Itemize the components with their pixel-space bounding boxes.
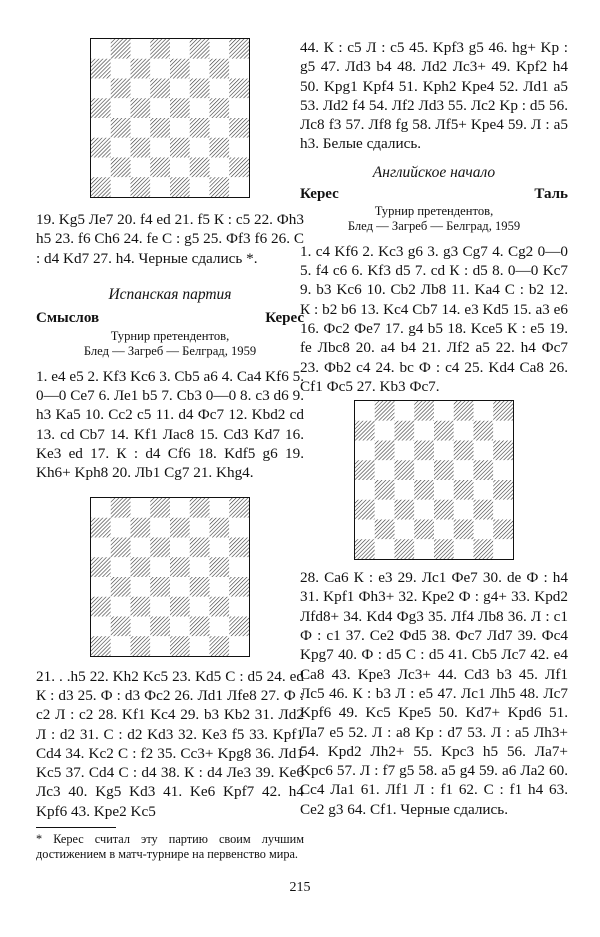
board-square (150, 596, 170, 616)
game2-event: Турнир претендентов, (110, 328, 230, 343)
board-square (111, 98, 131, 118)
board-square (131, 636, 151, 656)
board-square (111, 596, 131, 616)
board-square (131, 79, 151, 99)
board-square (414, 460, 434, 480)
board-square (375, 441, 395, 461)
board-square (210, 39, 230, 59)
board-square (414, 500, 434, 520)
board-square (150, 39, 170, 59)
board-square (229, 557, 249, 577)
board-square (91, 39, 111, 59)
board-square (454, 441, 474, 461)
board-square (210, 177, 230, 197)
board-square (355, 421, 375, 441)
left-column (36, 38, 304, 862)
board-square (210, 118, 230, 138)
footnote-divider (36, 827, 116, 828)
board-square (414, 539, 434, 559)
game2-white-player: Смыслов (36, 309, 100, 326)
board-square (111, 517, 131, 537)
board-square (375, 520, 395, 540)
board-square (150, 118, 170, 138)
board-square (454, 421, 474, 441)
board-square (229, 577, 249, 597)
board-square (395, 480, 415, 500)
board-square (131, 118, 151, 138)
board-square (91, 596, 111, 616)
board-square (375, 539, 395, 559)
board-square (375, 421, 395, 441)
board-square (190, 59, 210, 79)
board-square (434, 401, 454, 421)
board-square (229, 517, 249, 537)
board-square (190, 577, 210, 597)
board-square (229, 177, 249, 197)
board-square (91, 59, 111, 79)
board-square (190, 537, 210, 557)
game2-moves-part1: 1. e4 e5 2. Kf3 Kc6 3. Cb5 a6 4. Ca4 Kf6 5. 0—0 Ce7 6. Ле1 b5 7. Cb3 0—0 8. c3 d6 9. h3 Ka5 10. Cc2 c5 11. d4 Фc7 12. Kbd2 cd 13. cd Cb7 14. Kf1 Лас8 15. Cd3 Kd7 16. Ke3 ed 17. К : d4 Cf6 18. Kdf5 g6 19. Kh6+ Kph8 20. Лb1 Cg7 21. Khg4. (36, 367, 304, 482)
board-square (414, 480, 434, 500)
board-square (454, 460, 474, 480)
board-square (434, 441, 454, 461)
board-square (150, 98, 170, 118)
game3-players (300, 186, 568, 203)
board-square (91, 498, 111, 518)
board-square (131, 577, 151, 597)
board-square (91, 636, 111, 656)
board-square (190, 177, 210, 197)
board-square (229, 616, 249, 636)
board-square (434, 520, 454, 540)
board-square (170, 616, 190, 636)
board-square (229, 118, 249, 138)
board-square (190, 498, 210, 518)
board-square (493, 460, 513, 480)
board-square (190, 138, 210, 158)
board-square (190, 557, 210, 577)
board-square (91, 616, 111, 636)
board-square (395, 539, 415, 559)
board-square (91, 79, 111, 99)
board-square (150, 498, 170, 518)
board-square (210, 59, 230, 79)
board-square (111, 158, 131, 178)
board-square (91, 138, 111, 158)
game2-players (36, 310, 304, 327)
board-square (150, 138, 170, 158)
board-square (111, 59, 131, 79)
board-square (414, 441, 434, 461)
board-square (454, 500, 474, 520)
board-square (355, 401, 375, 421)
board-square (190, 636, 210, 656)
game3-opening-title: Английское начало (372, 163, 496, 181)
board-square (434, 460, 454, 480)
board-square (150, 79, 170, 99)
board-square (474, 539, 494, 559)
board-square (131, 177, 151, 197)
board-square (355, 480, 375, 500)
board-square (111, 177, 131, 197)
page-number: 215 (289, 880, 311, 895)
board-square (190, 98, 210, 118)
board-square (414, 520, 434, 540)
game2-black-player: Керес (265, 309, 304, 326)
board-square (375, 401, 395, 421)
board-square (454, 401, 474, 421)
game3-moves-part1: 1. c4 Kf6 2. Kc3 g6 3. g3 Cg7 4. Cg2 0—0 5. f4 c6 6. Kf3 d5 7. cd К : d5 8. 0—0 Kc7 9. b3 Kc6 10. Cb2 Лb8 11. Ka4 C : b2 12. К : b2 b6 13. Kc4 Cb7 14. e3 Kd5 15. a3 e6 16. Фc2 Фe7 17. g4 b5 18. Kce5 К : e5 19. fe Лbс8 20. a4 b4 21. Лf2 a5 22. h4 Фc7 23. Фb2 c4 24. bc Ф : c4 25. Kd4 Ca8 26. Cf1 Фc5 27. Kb3 Фc7. (300, 242, 568, 395)
board-square (210, 517, 230, 537)
game2-final-moves: 44. К : c5 Л : c5 45. Kpf3 g5 46. hg+ Kp : g5 47. Лd3 b4 48. Лd2 Лс3+ 49. Kpf2 h4 50. Kpg1 Kpf4 51. Kph2 Kpe4 52. Лd1 a5 53. Лd2 f4 54. Лf2 Лd3 55. Лс2 Kp : d5 56. Лс8 f3 57. Лf8 fg 58. Лf5+ Kpe4 59. Л : a5 h3. Белые сдались. (300, 39, 568, 153)
chess-diagram-2 (90, 497, 250, 657)
board-square (395, 401, 415, 421)
board-square (190, 596, 210, 616)
board-square (111, 118, 131, 138)
board-square (170, 517, 190, 537)
board-square (170, 177, 190, 197)
board-square (111, 616, 131, 636)
board-square (355, 539, 375, 559)
board-square (91, 537, 111, 557)
board-square (131, 39, 151, 59)
board-square (493, 539, 513, 559)
board-square (229, 498, 249, 518)
board-square (434, 480, 454, 500)
board-square (91, 517, 111, 537)
board-square (190, 616, 210, 636)
board-square (229, 39, 249, 59)
board-square (111, 138, 131, 158)
board-square (210, 138, 230, 158)
board-square (474, 460, 494, 480)
board-square (210, 498, 230, 518)
board-square (474, 520, 494, 540)
board-square (150, 557, 170, 577)
board-square (210, 79, 230, 99)
board-square (493, 480, 513, 500)
board-square (395, 500, 415, 520)
board-square (190, 158, 210, 178)
board-square (111, 498, 131, 518)
board-square (170, 498, 190, 518)
board-square (355, 460, 375, 480)
board-square (111, 79, 131, 99)
board-square (131, 138, 151, 158)
game3-white-player: Керес (300, 185, 339, 202)
board-square (170, 59, 190, 79)
board-square (91, 118, 111, 138)
board-square (355, 500, 375, 520)
board-square (111, 557, 131, 577)
board-square (210, 577, 230, 597)
board-square (210, 596, 230, 616)
board-square (493, 401, 513, 421)
board-square (493, 500, 513, 520)
chess-diagram-3 (354, 400, 514, 560)
game3-black-player: Таль (534, 185, 568, 202)
board-square (474, 401, 494, 421)
board-square (355, 520, 375, 540)
board-square (355, 441, 375, 461)
right-column (300, 38, 568, 819)
board-square (229, 79, 249, 99)
board-square (131, 616, 151, 636)
board-square (210, 158, 230, 178)
game3-venue: Блед — Загреб — Белград, 1959 (347, 218, 521, 233)
board-square (111, 636, 131, 656)
game2-venue: Блед — Загреб — Белград, 1959 (83, 343, 257, 358)
board-square (493, 520, 513, 540)
board-square (131, 596, 151, 616)
board-square (375, 480, 395, 500)
board-square (210, 537, 230, 557)
board-square (190, 79, 210, 99)
board-square (454, 480, 474, 500)
board-square (150, 158, 170, 178)
board-square (210, 616, 230, 636)
board-square (150, 636, 170, 656)
board-square (150, 59, 170, 79)
board-square (395, 460, 415, 480)
board-square (150, 616, 170, 636)
board-square (170, 557, 190, 577)
board-square (210, 98, 230, 118)
board-square (414, 421, 434, 441)
board-square (395, 441, 415, 461)
board-square (91, 557, 111, 577)
board-square (395, 421, 415, 441)
board-square (170, 158, 190, 178)
chess-diagram-1 (90, 38, 250, 198)
board-square (131, 557, 151, 577)
board-square (190, 118, 210, 138)
game3-moves-part2: 28. Ca6 К : e3 29. Лc1 Фe7 30. de Ф : h4 31. Kpf1 Фh3+ 32. Kpe2 Ф : g4+ 33. Kpd2 Лfd8+ 34. Kd4 Фg3 35. Лf4 Лb8 36. Л : c1 Ф : c1 37. Ce2 Фd5 38. Фc7 Лd7 39. Фc4 Kpg7 40. Ф : d5 C : d5 41. Cb5 Лс7 42. e4 Ca8 43. Kpe3 Лс3+ 44. Cd3 b3 45. Лf1 Лс5 46. К : b3 Л : e5 47. Лс1 Лh5 48. Лс7 Kpf6 49. Kc5 Kpe5 50. Kd7+ Kpd6 51. Лa7 e5 52. Л : a8 Kp : d7 53. Л : a5 Лh3+ 54. Kpd2 Лh2+ 55. Kpc3 h5 56. Лa7+ Kpc6 57. Л : f7 g5 58. a5 g4 59. a6 Лa2 60. Cc4 Лa1 61. Лf1 Л : f1 62. C : f1 h4 63. Ce2 g3 64. Cf1. Черные сдались. (300, 569, 568, 818)
board-square (229, 636, 249, 656)
board-square (229, 158, 249, 178)
board-square (434, 421, 454, 441)
board-square (91, 577, 111, 597)
game2-moves-part2: 21. . .h5 22. Kh2 Kc5 23. Kd5 C : d5 24. ed К : d3 25. Ф : d3 Фc2 26. Лd1 Лfе8 27. Ф : c2 Л : c2 28. Kf1 Kc4 29. b3 Kb2 31. Лd2 Л : d2 31. C : d2 Kd3 32. Ke3 f5 33. Kpf1 Cd4 34. Kc2 C : f2 35. Cc3+ Kpg8 36. Лd1 Kc5 37. Cd4 C : d4 38. К : d4 Ле3 39. Ke6 Лc3 40. Kg5 Kd3 41. Ke6 Kpf7 42. h4 Kpf6 43. Kpe2 Kc5 (36, 667, 304, 820)
game1-final-moves: 19. Kg5 Ле7 20. f4 ed 21. f5 К : c5 22. Фh3 h5 23. f6 Ch6 24. fe C : g5 25. Фf3 f6 26. C : d4 Kd7 27. h4. Черные сдались *. (36, 211, 304, 267)
board-square (131, 537, 151, 557)
board-square (170, 79, 190, 99)
board-square (150, 177, 170, 197)
board-square (131, 98, 151, 118)
board-square (474, 421, 494, 441)
board-square (111, 39, 131, 59)
board-square (229, 138, 249, 158)
board-square (375, 460, 395, 480)
board-square (414, 401, 434, 421)
game3-event: Турнир претендентов, (374, 203, 494, 218)
board-square (131, 517, 151, 537)
board-square (170, 577, 190, 597)
board-square (91, 98, 111, 118)
board-square (150, 577, 170, 597)
board-square (210, 557, 230, 577)
board-square (229, 537, 249, 557)
board-square (454, 520, 474, 540)
board-square (229, 59, 249, 79)
board-square (229, 596, 249, 616)
board-square (131, 158, 151, 178)
board-square (190, 517, 210, 537)
board-square (170, 636, 190, 656)
board-square (170, 118, 190, 138)
board-square (170, 537, 190, 557)
board-square (395, 520, 415, 540)
board-square (474, 441, 494, 461)
board-square (210, 636, 230, 656)
board-square (111, 577, 131, 597)
board-square (131, 59, 151, 79)
board-square (111, 537, 131, 557)
board-square (150, 537, 170, 557)
board-square (493, 421, 513, 441)
footnote: * Керес считал эту партию своим лучшим достижением в матч-турнире на первенство мира. (36, 832, 304, 861)
board-square (190, 39, 210, 59)
board-square (434, 500, 454, 520)
board-square (434, 539, 454, 559)
game2-opening-title: Испанская партия (108, 285, 232, 303)
board-square (375, 500, 395, 520)
board-square (170, 39, 190, 59)
board-square (91, 158, 111, 178)
board-square (229, 98, 249, 118)
board-square (170, 596, 190, 616)
board-square (170, 138, 190, 158)
board-square (474, 500, 494, 520)
board-square (474, 480, 494, 500)
board-square (493, 441, 513, 461)
board-square (91, 177, 111, 197)
board-square (131, 498, 151, 518)
board-square (454, 539, 474, 559)
board-square (170, 98, 190, 118)
board-square (150, 517, 170, 537)
